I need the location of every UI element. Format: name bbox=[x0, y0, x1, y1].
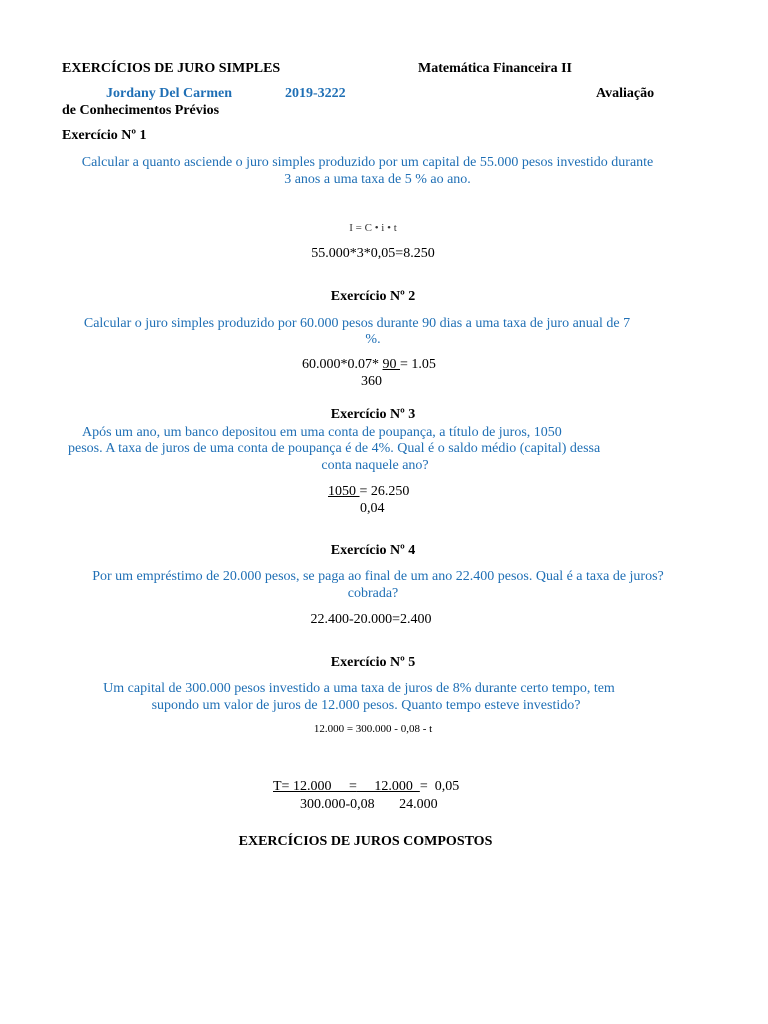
exercise-5-question-line2: supondo um valor de juros de 12.000 pesos. Quanto tempo esteve investido? bbox=[151, 698, 581, 713]
exercise-5-heading: Exercício Nº 5 bbox=[330, 655, 416, 670]
calc-result: = 1.05 bbox=[400, 357, 436, 372]
exercise-4-question-line1: Por um empréstimo de 20.000 pesos, se paga ao final de um ano 22.400 pesos. Qual é a taxa de juros? bbox=[92, 569, 664, 584]
exercise-4-heading: Exercício Nº 4 bbox=[330, 543, 416, 558]
formula: I = C • i • t bbox=[349, 222, 397, 234]
solution-part-c: = 0,05 bbox=[419, 779, 460, 794]
exercise-2-calculation bbox=[302, 357, 436, 373]
exercise-4-question-line2: cobrada? bbox=[347, 586, 399, 601]
assessment-label-cont: de Conhecimentos Prévios bbox=[62, 103, 220, 118]
exercise-3-calculation bbox=[328, 484, 409, 500]
exercise-5-question-line1: Um capital de 300.000 pesos investido a uma taxa de juros de 8% durante certo tempo, tem bbox=[103, 681, 615, 696]
exercise-5-solution-line1 bbox=[273, 779, 459, 795]
calc-prefix: 60.000*0.07* bbox=[302, 357, 383, 372]
solution-part-a: T= 12.000 = bbox=[273, 779, 357, 794]
exercise-1-heading: Exercício Nº 1 bbox=[62, 128, 147, 143]
solution-part-b: 12.000 bbox=[356, 779, 420, 794]
exercise-2-denominator: 360 bbox=[361, 374, 382, 389]
exercise-3-question-line1: Após um ano, um banco depositou em uma conta de poupança, a título de juros, 1050 bbox=[82, 425, 562, 440]
exercise-4-result: 22.400-20.000=2.400 bbox=[310, 612, 432, 627]
exercise-5-equation: 12.000 = 300.000 - 0,08 - t bbox=[313, 723, 433, 735]
exercise-3-denominator: 0,04 bbox=[360, 501, 385, 516]
student-id: 2019-3222 bbox=[285, 86, 346, 101]
exercise-1-question-line1: Calcular a quanto asciende o juro simples produzido por um capital de 55.000 pesos investido durante bbox=[81, 155, 654, 170]
exercise-5-solution-line2: 300.000-0,08 24.000 bbox=[300, 797, 438, 812]
section-heading-compound-interest: EXERCÍCIOS DE JUROS COMPOSTOS bbox=[238, 834, 493, 849]
calc-numerator: 90 bbox=[382, 357, 400, 372]
exercise-3-question-line2: pesos. A taxa de juros de uma conta de poupança é de 4%. Qual é o saldo médio (capital) dessa bbox=[68, 441, 601, 456]
calc-numerator: 1050 bbox=[328, 484, 360, 499]
exercise-1-result: 55.000*3*0,05=8.250 bbox=[311, 246, 435, 261]
document-title: EXERCÍCIOS DE JURO SIMPLES bbox=[62, 61, 281, 76]
calc-result: = 26.250 bbox=[359, 484, 410, 499]
exercise-3-heading: Exercício Nº 3 bbox=[330, 407, 416, 422]
exercise-2-heading: Exercício Nº 2 bbox=[330, 289, 416, 304]
exercise-3-question-line3: conta naquele ano? bbox=[321, 458, 429, 473]
course-name: Matemática Financeira II bbox=[418, 61, 572, 76]
exercise-1-question-line2: 3 anos a uma taxa de 5 % ao ano. bbox=[284, 172, 471, 187]
exercise-2-question-line1: Calcular o juro simples produzido por 60.000 pesos durante 90 dias a uma taxa de juro anual de 7 bbox=[83, 316, 631, 331]
assessment-label: Avaliação bbox=[596, 86, 655, 101]
exercise-2-question-line2: %. bbox=[365, 332, 381, 347]
student-name: Jordany Del Carmen bbox=[106, 86, 232, 101]
